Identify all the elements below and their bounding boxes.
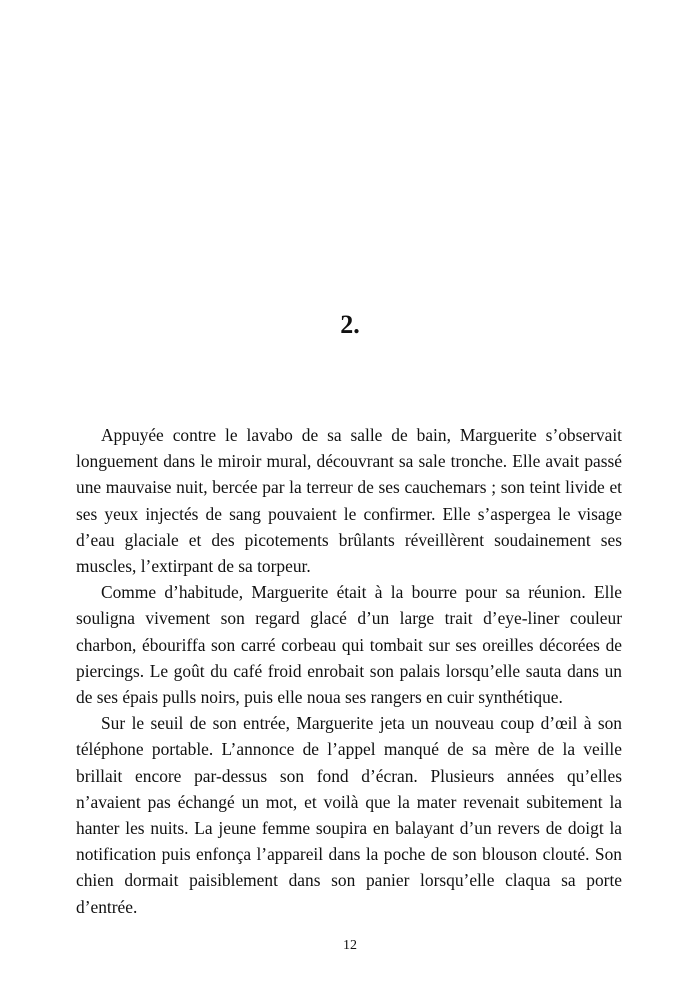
paragraph: Sur le seuil de son entrée, Marguerite jeta un nouveau coup d’œil à son téléphone portable. L’annonce de l’appel manqué de sa mère de la veille brillait encore par-dessus son fond d’écran. Plusieurs années qu’elles n’avaient pas échangé un mot, et voilà que la mater revenait subitement la hanter les nuits. La jeune femme soupira en balayant d’un revers de doigt la notification puis enfonça l’appareil dans la poche de son blouson clouté. Son chien dormait paisiblement dans son panier lorsqu’elle claqua sa porte d’entrée. <box>76 713 622 917</box>
page-number: 12 <box>343 938 357 953</box>
paragraph: Appuyée contre le lavabo de sa salle de bain, Marguerite s’observait longuement dans le miroir mural, découvrant sa sale tronche. Elle avait passé une mauvaise nuit, bercée par la terreur de ses cauchemars ; son teint livide et ses yeux injectés de sang pouvaient le confirmer. Elle s’aspergea le visage d’eau glaciale et des picotements brûlants réveillèrent soudainement ses muscles, l’extirpant de sa torpeur. <box>76 425 622 577</box>
chapter-body <box>76 422 622 920</box>
chapter-number: 2. <box>340 310 360 339</box>
paragraph: Comme d’habitude, Marguerite était à la bourre pour sa réunion. Elle souligna vivement son regard glacé d’un large trait d’eye-liner couleur charbon, ébouriffa son carré corbeau qui tombait sur ses oreilles décorées de piercings. Le goût du café froid enrobait son palais lorsqu’elle sauta dans un de ses épais pulls noirs, puis elle noua ses rangers en cuir synthétique. <box>76 582 622 708</box>
